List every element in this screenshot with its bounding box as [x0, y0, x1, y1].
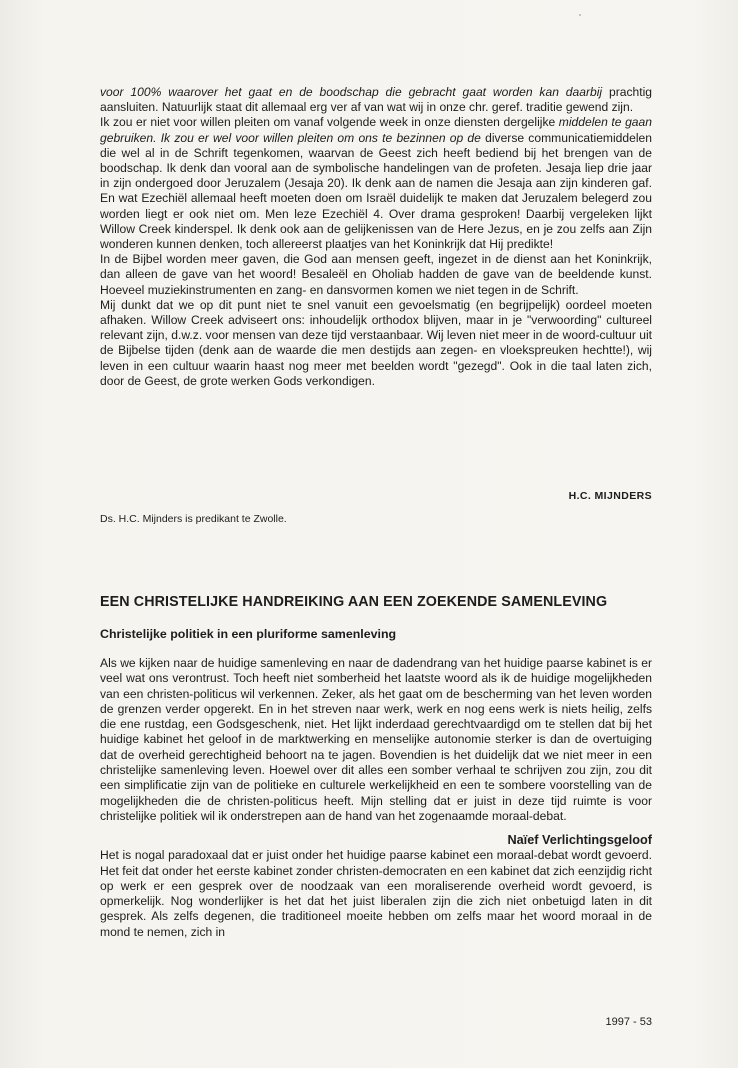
author-name: H.C. MIJNDERS: [568, 490, 652, 502]
italic-lead: voor 100% waarover het gaat en de boodschap die gebracht gaat worden kan daarbij: [100, 85, 603, 99]
paragraph: In de Bijbel worden meer gaven, die God aan mensen geeft, ingezet in de dienst aan het Koninkrijk, dan alleen de gave van het woord! Besaleël en Oholiab hadden de gave van de beeldende kunst. Hoeveel muziekinstrumenten en zang- en dansvormen komen we niet tegen in de Schrift.: [100, 252, 652, 297]
article-subtitle: Christelijke politiek in een pluriforme samenleving: [100, 627, 397, 641]
previous-article-continuation: [100, 85, 652, 389]
scan-artifact: [579, 14, 581, 16]
section-heading: Naïef Verlichtingsgeloof: [507, 833, 652, 848]
article-body: [100, 656, 652, 940]
paragraph-text: prachtig aansluiten. Natuurlijk staat dit allemaal erg ver af van wat wij in onze chr. geref. traditie gewend zijn.: [100, 85, 653, 115]
page-number: 1997 - 53: [605, 1016, 652, 1028]
italic-phrase: middelen te gaan gebruiken. Ik zou er wel voor willen pleiten om ons te bezinnen op de: [100, 115, 652, 145]
article-title: EEN CHRISTELIJKE HANDREIKING AAN EEN ZOEKENDE SAMENLEVING: [100, 594, 608, 610]
paragraph-lead: Ik zou er niet voor willen pleiten om vanaf volgende week in onze diensten dergelijke: [100, 115, 559, 130]
paragraph-text: diverse communicatiemiddelen die wel al in de Schrift tegenkomen, waarvan de Geest zich heeft bediend bij het brengen van de boodschap. Ik denk dan vooral aan de symbolische handelingen van de profeten. Jesaja liep drie jaar in zijn ondergoed door Jeruzalem (Jesaja 20). Ik denk aan de namen die Jesaja aan zijn kinderen gaf. En wat Ezechiël allemaal heeft moeten doen om Israël duidelijk te maken dat Jeruzalem belegerd zou worden liegt er ook niet om. Men leze Ezechiël 4. Over drama gesproken! Daarbij vergeleken lijkt Willow Creek kinderspel. Ik denk ook aan de gelijkenissen van de Here Jezus, en je zou zelfs aan Zijn wonderen kunnen denken, toch allereerst plaatjes van het Koninkrijk dat Hij predikte!: [100, 130, 652, 252]
author-bio: Ds. H.C. Mijnders is predikant te Zwolle.: [100, 513, 287, 525]
paragraph: [100, 115, 652, 252]
paragraph: Mij dunkt dat we op dit punt niet te snel vanuit een gevoelsmatig (en begrijpelijk) oordeel moeten afhaken. Willow Creek adviseert ons: inhoudelijk orthodox blijven, maar in je "verwoording" cultureel relevant zijn, d.w.z. voor mensen van deze tijd verstaanbaar. Wij leven niet meer in de woord-cultuur uit de Bijbelse tijden (denk aan de waarde die men destijds aan zegen- en vloekspreuken hechtte!), wij leven in een cultuur waarin haast nog meer met beelden wordt "gezegd". Ook in die taal laten zich, door de Geest, de grote werken Gods verkondigen.: [100, 297, 652, 388]
paragraph: Het is nogal paradoxaal dat er juist onder het huidige paarse kabinet een moraal-debat wordt gevoerd. Het feit dat onder het eerste kabinet zonder christen-democraten en een kabinet dat zich eenzijdig richt op werk er een gesprek over de noodzaak van een moraliserende overheid wordt gevoerd, is opmerkelijk. Nog wonderlijker is het dat het juist liberalen zijn die zich niet onbetuigd laten in dit gesprek. Als zelfs degenen, die traditioneel moeite hebben om zelfs maar het woord moraal in de mond te nemen, zich in: [100, 848, 652, 939]
paragraph: Als we kijken naar de huidige samenleving en naar de dadendrang van het huidige paarse kabinet is er veel wat ons verontrust. Toch heeft niet somberheid het laatste woord als ik de huidige mogelijkheden van een christen-politicus wil verkennen. Zeker, als het gaat om de bescherming van het leven worden de grenzen verder opgerekt. En in het streven naar werk, werk en nog eens werk is niets heilig, zelfs die ene rustdag, een Godsgeschenk, niet. Het lijkt inderdaad gerechtvaardigd om te stellen dat bij het huidige kabinet het geloof in de marktwerking en menselijke autonomie sterker is dan de overtuiging dat de overheid gerechtigheid behoort na te jagen. Bovendien is het duidelijk dat we niet meer in een christelijke samenleving leven. Hoewel over dit alles een somber verhaal te schrijven zou zijn, zou dit een simplificatie zijn van de politieke en culturele werkelijkheid en een te sombere voorstelling van de mogelijkheden die de christen-politicus heeft. Mijn stelling dat er juist in deze tijd ruimte is voor christelijke politiek wil ik onderstrepen aan de hand van het zogenaamde moraal-debat.: [100, 656, 652, 823]
paragraph: [100, 85, 652, 115]
